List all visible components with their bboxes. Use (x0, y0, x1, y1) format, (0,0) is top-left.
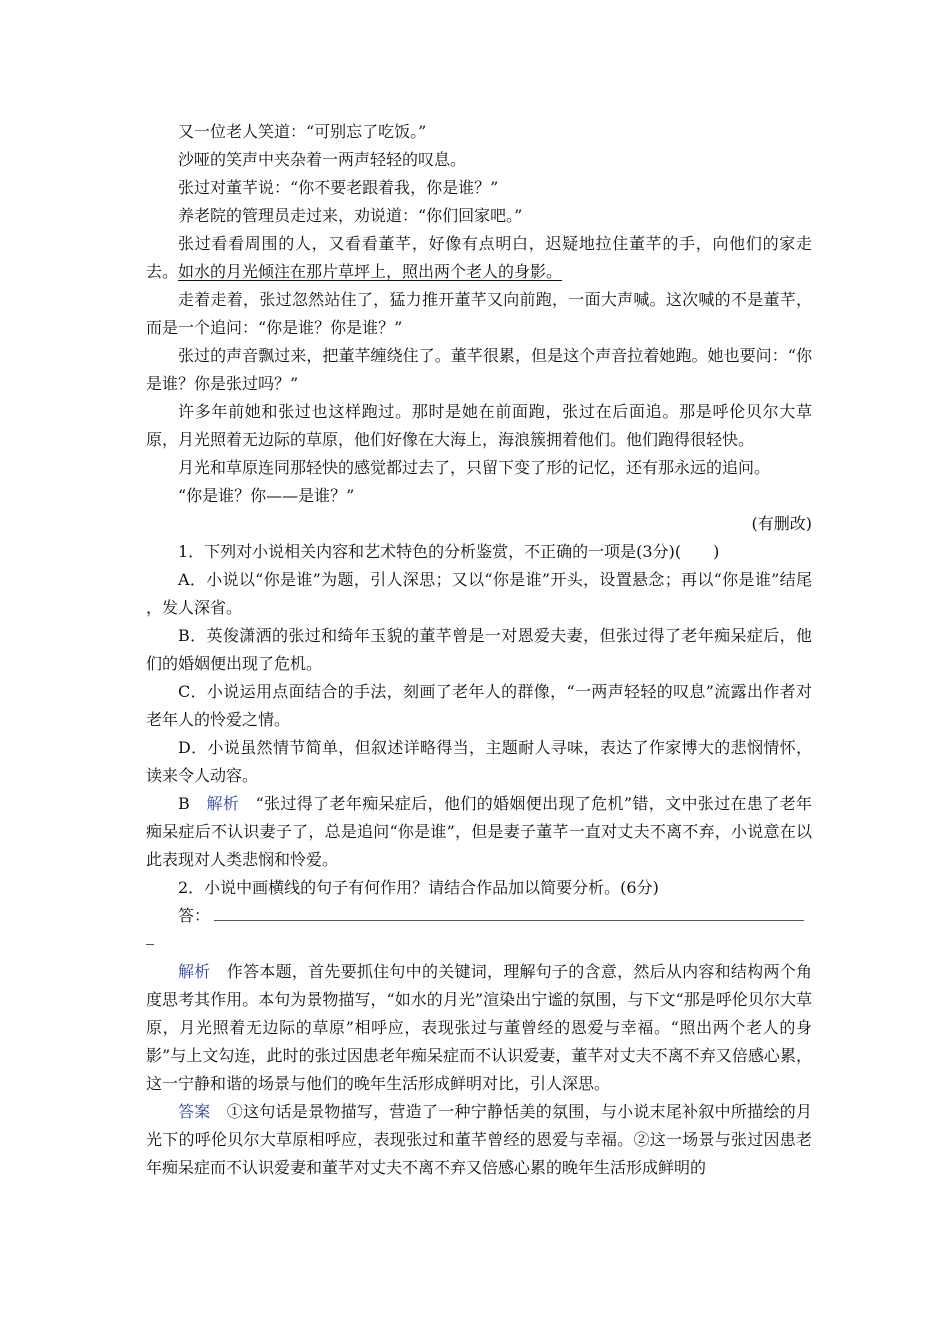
analysis-text: 作答本题，首先要抓住句中的关键词，理解句子的含意，然后从内容和结构两个角度思考其作用。本句为景物描写，“如水的月光”渲染出宁谧的氛围，与下文“那是呼伦贝尔大草原，月光照着无边际的草原”相呼应，表现张过与董曾经的恩爱与幸福。“照出两个老人的身影”与上文勾连，此时的张过因患老年痴呆症而不认识爱妻，董芊对丈夫不离不弃又倍感心累，这一宁静和谐的场景与他们的晚年生活形成鲜明对比，引人深思。 (146, 962, 812, 1093)
story-paragraph (146, 230, 812, 286)
question-2-stem: 2．小说中画横线的句子有何作用？请结合作品加以简要分析。(6分) (178, 878, 659, 897)
story-paragraph: 张过的声音飘过来，把董芊缠绕住了。董芊很累，但是这个声音拉着她跑。她也要问：“你是谁？你是张过吗？” (146, 346, 812, 393)
story-paragraph: “你是谁？你——是谁？” (178, 486, 355, 505)
source-note: (有删改) (751, 514, 812, 533)
answer-label: 答案 (178, 1102, 211, 1121)
answer-blank-line[interactable] (214, 904, 804, 921)
story-paragraph: 养老院的管理员走过来，劝说道：“你们回家吧。” (178, 206, 523, 225)
question-1-option-a: A．小说以“你是谁”为题，引人深思；又以“你是谁”开头，设置悬念；再以“你是谁”结尾 ，发人深省。 (146, 570, 812, 617)
answer-text: ①这句话是景物描写，营造了一种宁静恬美的氛围，与小说末尾补叙中所描绘的月光下的呼伦贝尔大草原相呼应，表现张过和董芊曾经的恩爱与幸福。②这一场景与张过因患老年痴呆症而不认识爱妻和董芊对丈夫不离不弃又倍感心累的晚年生活形成鲜明的 (146, 1102, 812, 1177)
question-2-answer (146, 1098, 812, 1182)
story-paragraph: 许多年前她和张过也这样跑过。那时是她在前面跑，张过在后面追。那是呼伦贝尔大草原，月光照着无边际的草原，他们好像在大海上，海浪簇拥着他们。他们跑得很轻快。 (146, 402, 812, 449)
analysis-text: “张过得了老年痴呆症后，他们的婚姻便出现了危机”错，文中张过在患了老年痴呆症后不认识妻子了，总是追问“你是谁”，但是妻子董芊一直对丈夫不离不弃，小说意在以此表现对人类悲悯和怜爱。 (146, 794, 812, 869)
story-paragraph: 又一位老人笑道：“可别忘了吃饭。” (178, 122, 427, 141)
question-1-stem: 1．下列对小说相关内容和艺术特色的分析鉴赏，不正确的一项是(3分)( ) (178, 542, 720, 561)
analysis-label: 解析 (206, 794, 240, 813)
story-paragraph: 月光和草原连同那轻快的感觉都过去了，只留下变了形的记忆，还有那永远的追问。 (178, 458, 771, 477)
answer-prompt: 答： (178, 906, 211, 925)
story-paragraph: 张过对董芊说：“你不要老跟着我，你是谁？” (178, 178, 499, 197)
answer-prompt-row (146, 902, 812, 930)
answer-blank-continuation (146, 930, 812, 958)
story-paragraph: 走着走着，张过忽然站住了，猛力推开董芊又向前跑，一面大声喊。这次喊的不是董芊，而是一个追问：“你是谁？你是谁？” (146, 290, 812, 337)
analysis-label: 解析 (178, 962, 211, 981)
document-body (146, 118, 812, 1182)
answer-letter: B (178, 794, 190, 813)
story-paragraph: 沙哑的笑声中夹杂着一两声轻轻的叹息。 (178, 150, 467, 169)
question-1-option-d: D．小说虽然情节简单，但叙述详略得当，主题耐人寻味，表达了作家博大的悲悯情怀，读来令人动容。 (146, 738, 812, 785)
question-1-analysis (146, 790, 812, 874)
question-2-analysis (146, 958, 812, 1098)
underlined-sentence: 如水的月光倾注在那片草坪上，照出两个老人的身影。 (178, 262, 563, 281)
answer-blank-tail (146, 944, 154, 945)
story-text: 张过看看周围的人，又看看董芊，好像有点明白，迟疑地拉住董芊的手，向他们的家走去。 (146, 234, 812, 281)
question-1-option-b: B．英俊潇洒的张过和绮年玉貌的董芊曾是一对恩爱夫妻，但张过得了老年痴呆症后，他们的婚姻便出现了危机。 (146, 626, 812, 673)
question-1-option-c: C．小说运用点面结合的手法，刻画了老年人的群像，“一两声轻轻的叹息”流露出作者对老年人的怜爱之情。 (146, 682, 812, 729)
